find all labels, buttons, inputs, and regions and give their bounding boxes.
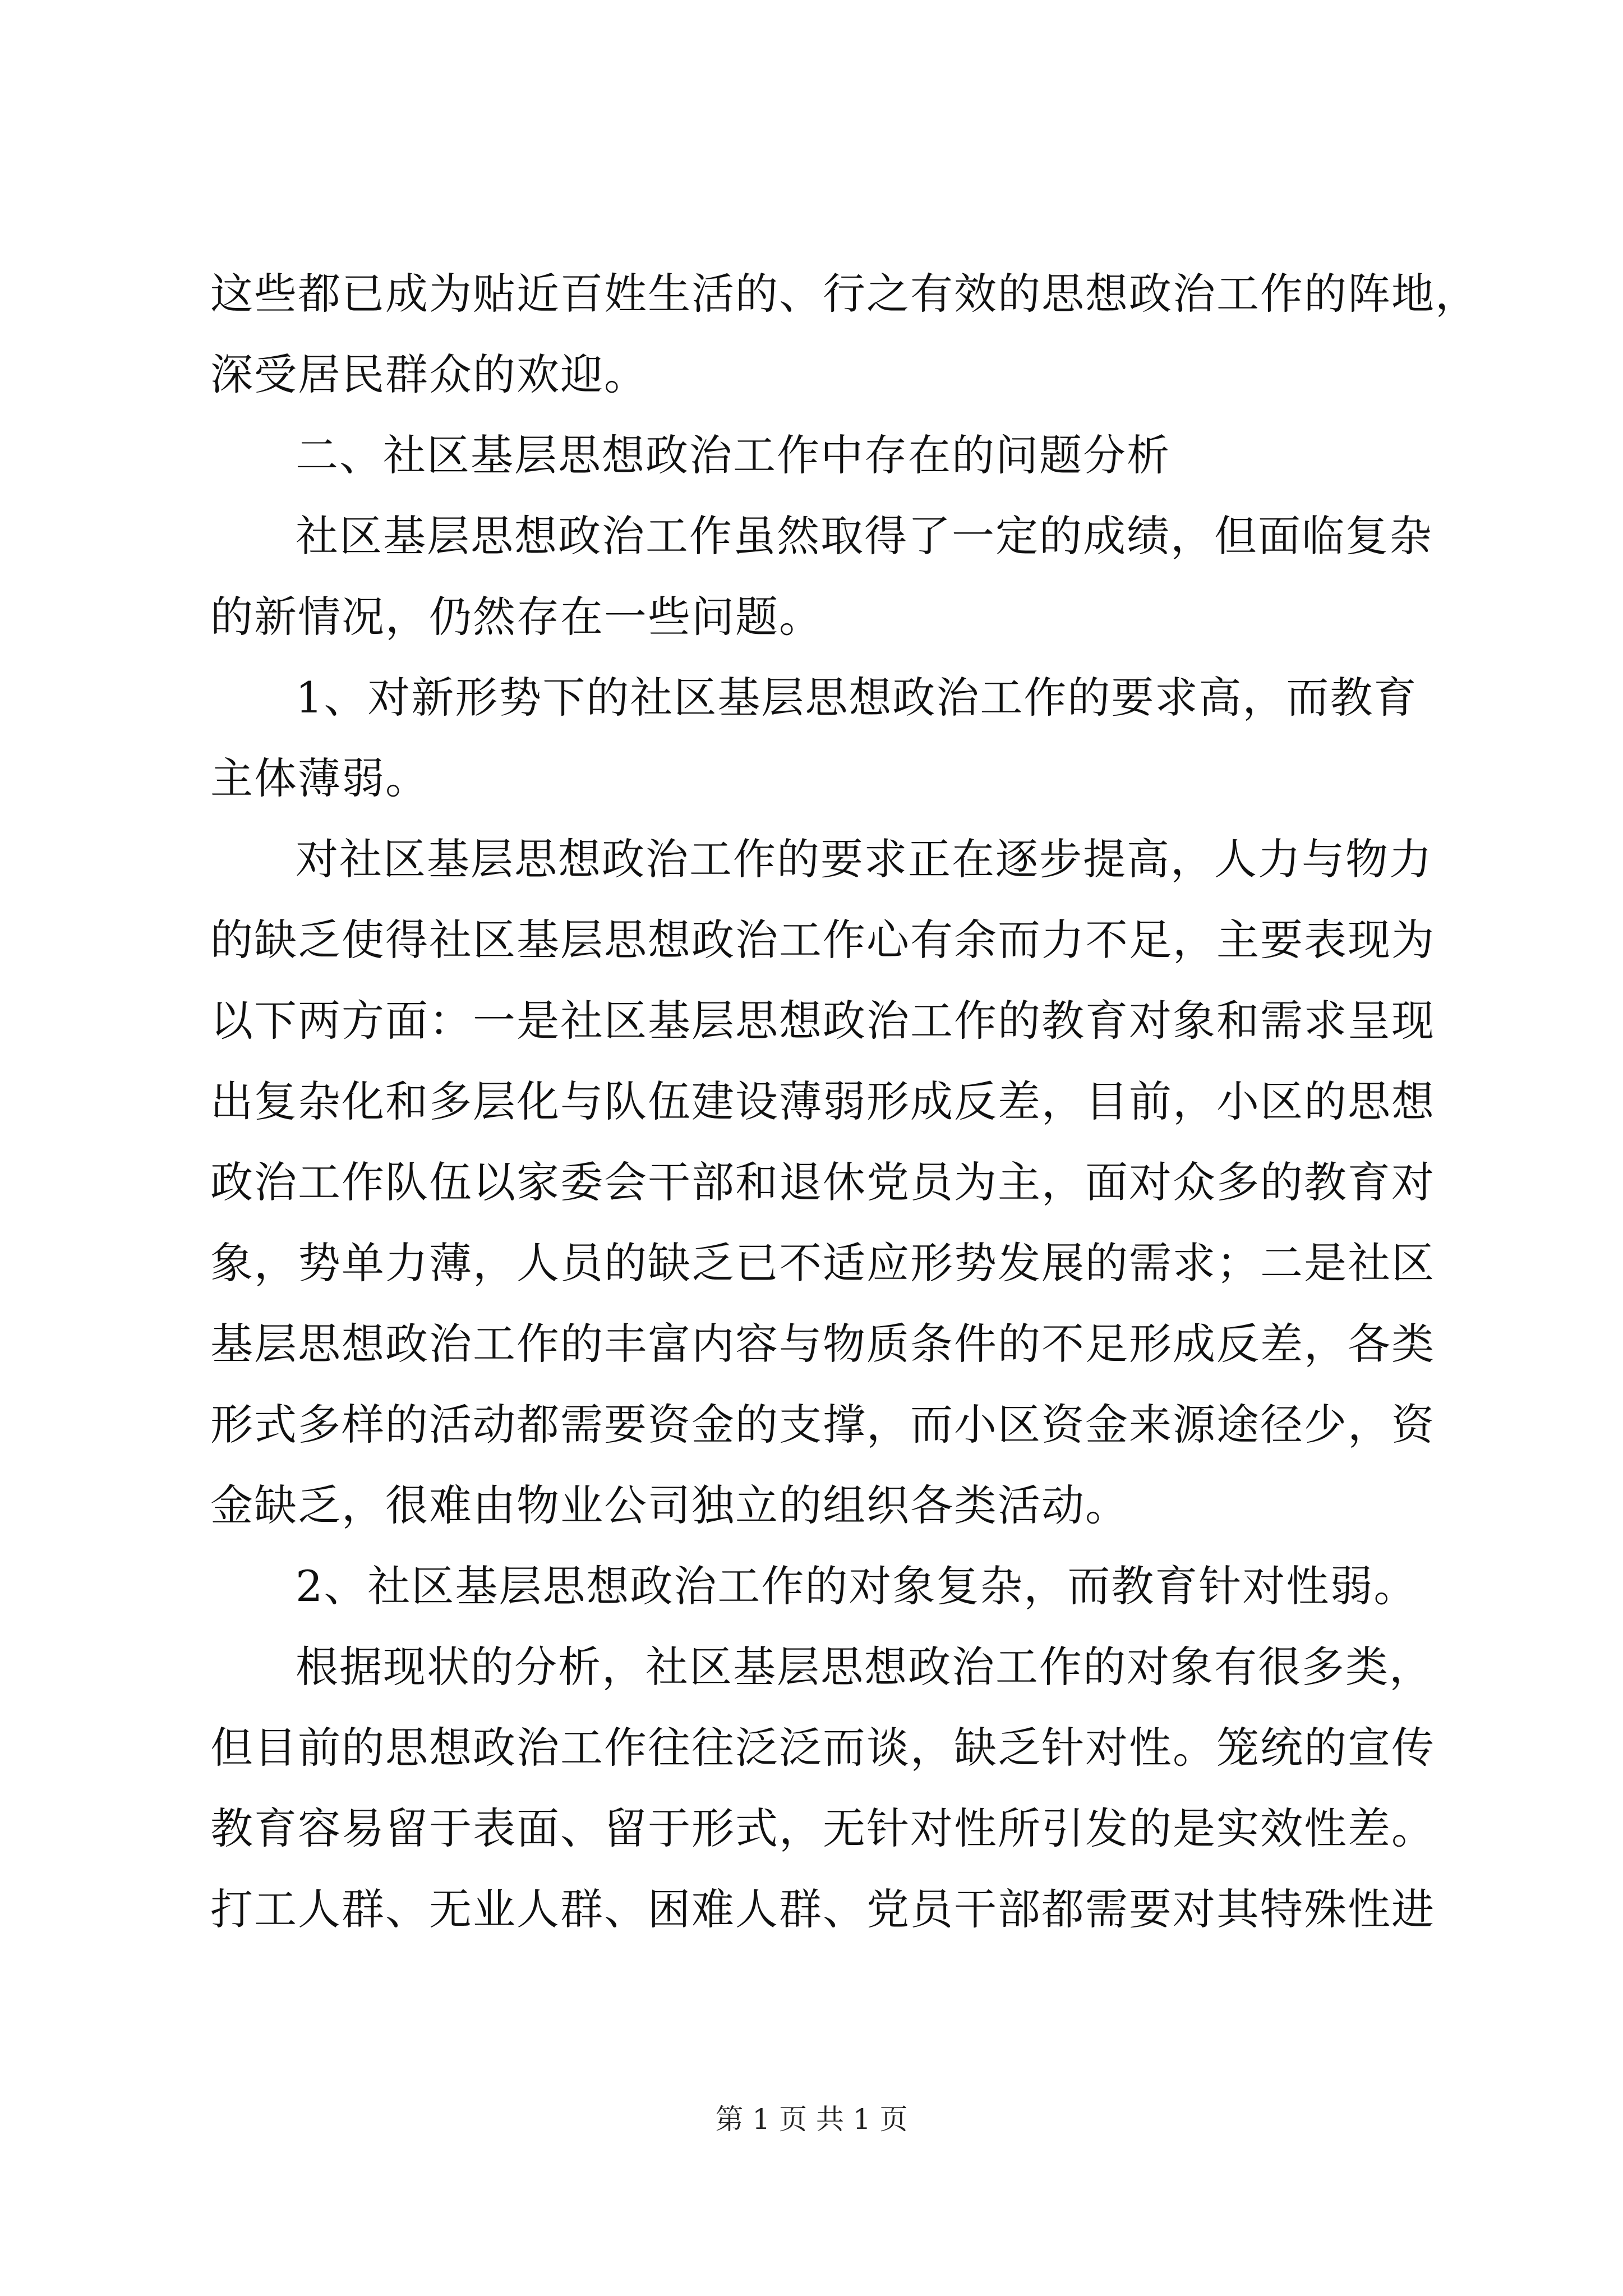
text-line: 政治工作队伍以家委会干部和退休党员为主，面对众多的教育对: [210, 1157, 1435, 1207]
text-line: 象，势单力薄，人员的缺乏已不适应形势发展的需求；二是社区: [210, 1238, 1435, 1288]
text-line: 金缺乏，很难由物业公司独立的组织各类活动。: [210, 1480, 1129, 1530]
text-line: 的新情况，仍然存在一些问题。: [210, 592, 823, 642]
text-line: 以下两方面：一是社区基层思想政治工作的教育对象和需求呈现: [210, 996, 1435, 1046]
text-line: 主体薄弱。: [210, 753, 429, 803]
text-line: 这些都已成为贴近百姓生活的、行之有效的思想政治工作的阵地，: [210, 269, 1479, 319]
section-heading: 二、社区基层思想政治工作中存在的问题分析: [296, 430, 1170, 480]
text-line: 根据现状的分析，社区基层思想政治工作的对象有很多类，: [296, 1642, 1433, 1692]
text-line: 但目前的思想政治工作往往泛泛而谈，缺乏针对性。笼统的宣传: [210, 1723, 1435, 1773]
text-line: 对社区基层思想政治工作的要求正在逐步提高，人力与物力: [296, 834, 1433, 884]
document-body: [210, 254, 1479, 1950]
numbered-point-heading: 2、社区基层思想政治工作的对象复杂，而教育针对性弱。: [296, 1561, 1418, 1611]
text-line: 的缺乏使得社区基层思想政治工作心有余而力不足，主要表现为: [210, 915, 1435, 965]
text-line: 深受居民群众的欢迎。: [210, 349, 648, 399]
text-line: 教育容易留于表面、留于形式，无针对性所引发的是实效性差。: [210, 1803, 1435, 1853]
text-line: 基层思想政治工作的丰富内容与物质条件的不足形成反差，各类: [210, 1319, 1435, 1369]
text-line: 出复杂化和多层化与队伍建设薄弱形成反差，目前，小区的思想: [210, 1076, 1435, 1126]
text-line: 形式多样的活动都需要资金的支撑，而小区资金来源途径少，资: [210, 1400, 1435, 1450]
text-line: 社区基层思想政治工作虽然取得了一定的成绩，但面临复杂: [296, 511, 1433, 561]
text-line: 打工人群、无业人群、困难人群、党员干部都需要对其特殊性进: [210, 1884, 1435, 1934]
numbered-point-heading: 1、对新形势下的社区基层思想政治工作的要求高，而教育: [296, 673, 1418, 723]
page-footer: 第 1 页 共 1 页: [715, 2103, 908, 2136]
